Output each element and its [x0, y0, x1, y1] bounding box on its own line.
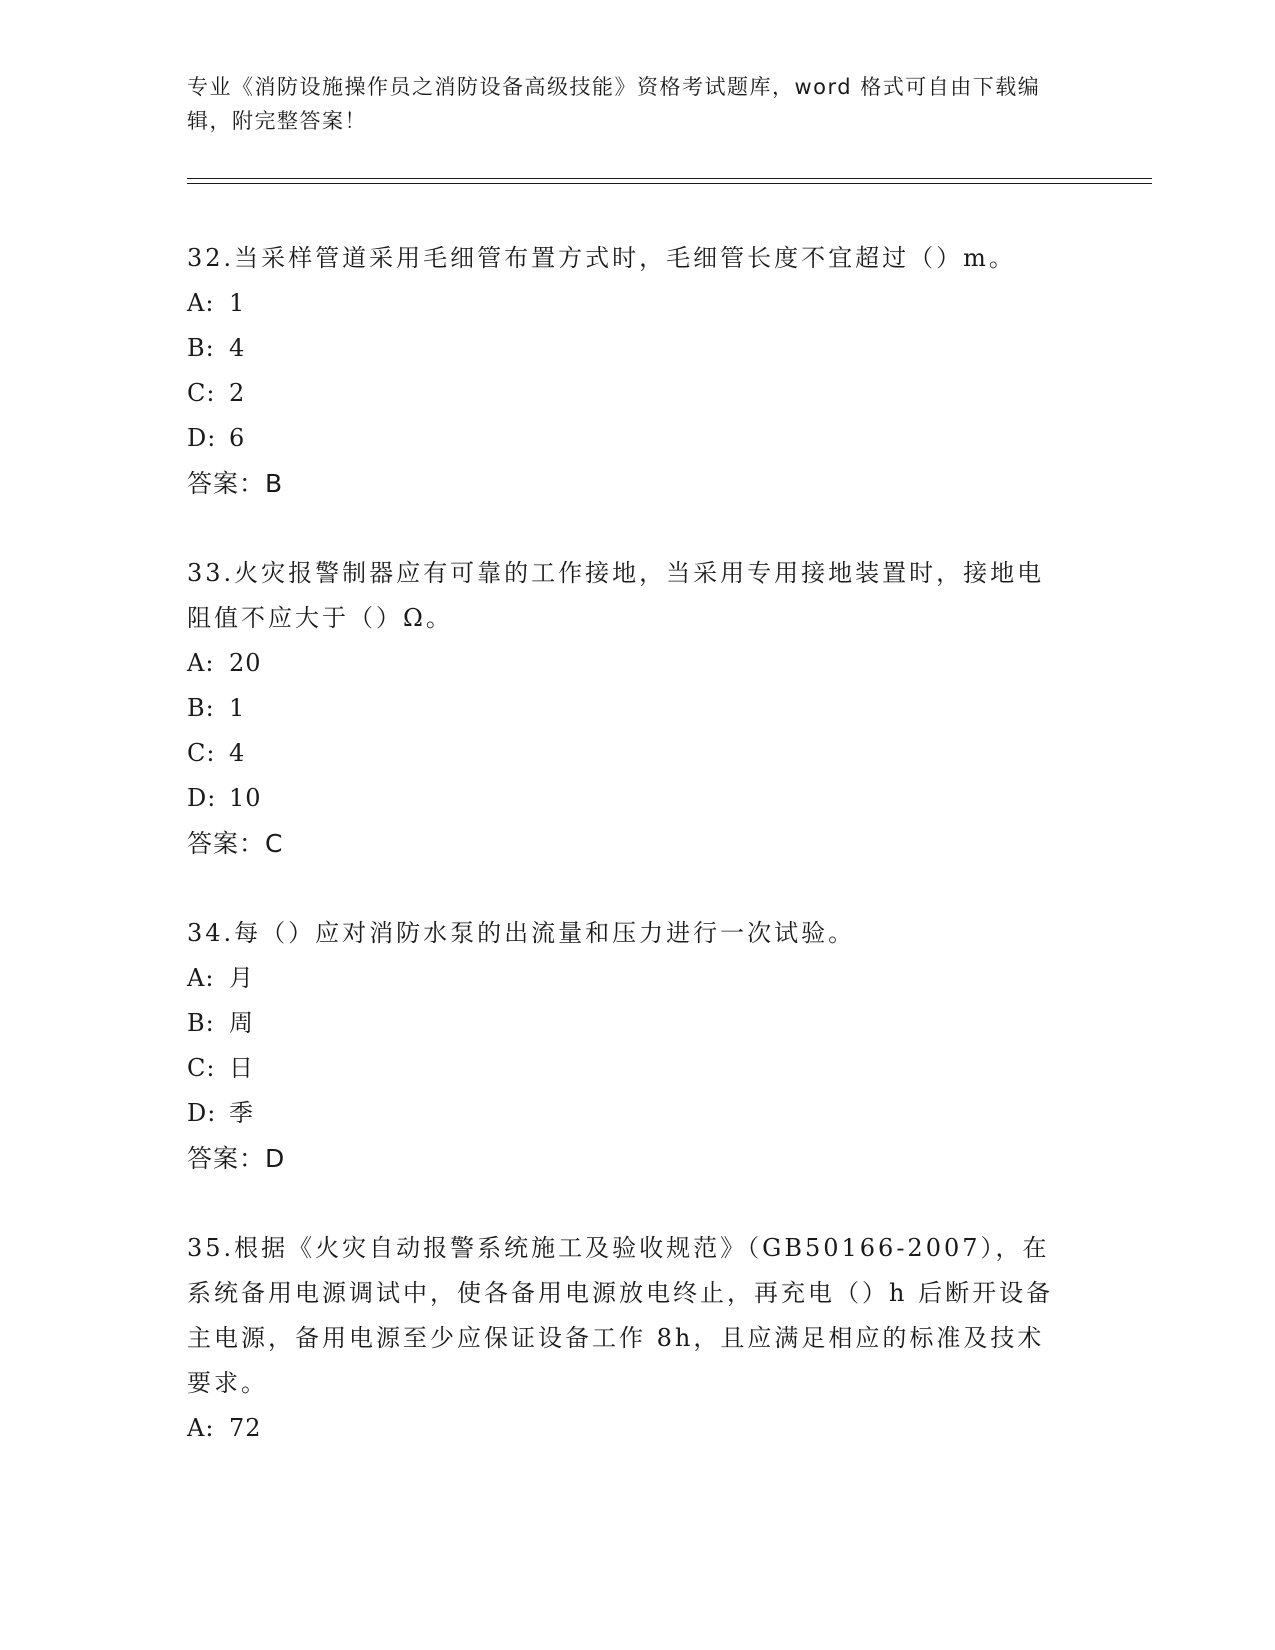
- option-value: 10: [229, 784, 262, 812]
- option-value: 72: [229, 1414, 262, 1442]
- option-d: [187, 416, 1087, 461]
- option-value: 4: [229, 334, 246, 362]
- option-a: [187, 641, 1087, 686]
- option-c: [187, 371, 1087, 416]
- option-key: C:: [187, 1054, 216, 1082]
- question-list: [187, 236, 1087, 1496]
- option-a: [187, 281, 1087, 326]
- option-key: C:: [187, 379, 216, 407]
- option-key: D:: [187, 1099, 217, 1127]
- header-divider-bottom: [187, 183, 1152, 184]
- option-key: C:: [187, 739, 216, 767]
- question-stem: 33.火灾报警制器应有可靠的工作接地，当采用专用接地装置时，接地电阻值不应大于（）Ω。: [187, 559, 1045, 632]
- option-value: 日: [229, 1054, 254, 1082]
- option-c: [187, 731, 1087, 776]
- question-35: [187, 1226, 1087, 1451]
- option-value: 1: [229, 694, 246, 722]
- answer-line: 答案：D: [187, 1144, 286, 1173]
- option-value: 4: [229, 739, 246, 767]
- option-d: [187, 776, 1087, 821]
- question-stem: 32.当采样管道采用毛细管布置方式时，毛细管长度不宜超过（）m。: [187, 244, 1016, 272]
- option-b: [187, 1001, 1087, 1046]
- option-key: A:: [187, 289, 215, 317]
- option-value: 季: [229, 1099, 254, 1127]
- answer-line: 答案：C: [187, 829, 284, 858]
- question-32: [187, 236, 1087, 506]
- question-stem: 35.根据《火灾自动报警系统施工及验收规范》（GB50166-2007），在系统备用电源调试中，使各备用电源放电终止，再充电（）h 后断开设备主电源，备用电源至少应保证设备工作 8h，且应满足相应的标准及技术要求。: [187, 1234, 1054, 1397]
- header-text: 专业《消防设施操作员之消防设备高级技能》资格考试题库，word 格式可自由下载编辑，附完整答案！: [187, 75, 1041, 133]
- option-key: A:: [187, 964, 215, 992]
- option-value: 月: [229, 964, 254, 992]
- option-value: 20: [229, 649, 262, 677]
- option-b: [187, 686, 1087, 731]
- option-key: D:: [187, 424, 217, 452]
- option-a: [187, 956, 1087, 1001]
- option-a: [187, 1406, 1087, 1451]
- option-key: B:: [187, 694, 215, 722]
- option-key: D:: [187, 784, 217, 812]
- option-value: 周: [229, 1009, 254, 1037]
- option-value: 6: [229, 424, 246, 452]
- option-key: B:: [187, 1009, 215, 1037]
- answer-line: 答案：B: [187, 469, 284, 498]
- option-d: [187, 1091, 1087, 1136]
- header-divider-top: [187, 178, 1152, 179]
- option-value: 1: [229, 289, 246, 317]
- question-stem: 34.每（）应对消防水泵的出流量和压力进行一次试验。: [187, 919, 856, 947]
- option-key: B:: [187, 334, 215, 362]
- question-33: [187, 551, 1087, 866]
- option-key: A:: [187, 649, 215, 677]
- option-c: [187, 1046, 1087, 1091]
- question-34: [187, 911, 1087, 1181]
- option-b: [187, 326, 1087, 371]
- option-key: A:: [187, 1414, 215, 1442]
- document-header: [187, 70, 1067, 138]
- option-value: 2: [229, 379, 246, 407]
